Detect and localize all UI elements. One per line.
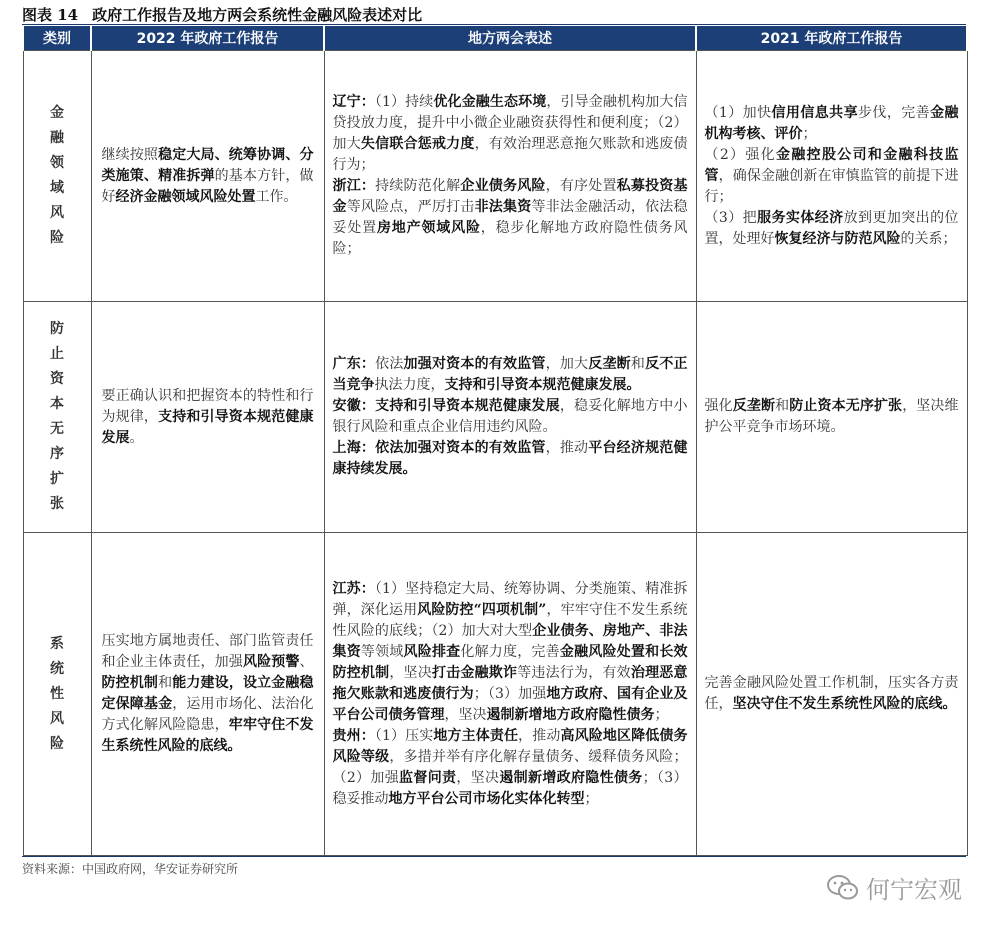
body-text: ，坚决维护公平竞争市场环境。	[704, 398, 959, 435]
paragraph	[333, 92, 688, 176]
body-text: ，坚决	[444, 706, 487, 723]
category-cell	[23, 302, 91, 533]
body-text: ，有效治理恶意拖欠账款和逃废债行为；	[332, 136, 688, 173]
local-text	[325, 90, 696, 262]
watermark-text: 何宁宏观	[866, 876, 962, 904]
emphasis-text: 经济金融领域风险处置	[115, 188, 256, 205]
wechat-icon	[826, 874, 860, 902]
gov2022-text	[92, 143, 324, 210]
body-text: 化解力度，完善	[460, 643, 560, 660]
body-text: ；（3）加强	[473, 685, 547, 702]
emphasis-text: 辽宁：	[332, 94, 375, 110]
emphasis-text: 恢复经济与防范风险	[774, 230, 901, 247]
figure-title-text: 政府工作报告及地方两会系统性金融风险表述对比	[92, 6, 423, 24]
emphasis-text: 反垄断	[732, 398, 776, 414]
gov2021-text	[697, 394, 967, 440]
paragraph	[705, 396, 959, 438]
paragraph	[333, 396, 688, 438]
emphasis-text: 防止资本无序扩张	[789, 398, 903, 414]
gov2022-text	[92, 384, 324, 451]
emphasis-text: 浙江：	[332, 178, 376, 194]
body-text: 和	[775, 398, 790, 414]
emphasis-text: 治理恶意拖欠账款和逃废债行为	[332, 664, 688, 702]
body-text: ，确保金融创新在审慎监管的前提下进行；	[704, 167, 959, 205]
header-local: 地方两会表述	[324, 26, 696, 51]
emphasis-text: 企业债务、房地产、非法集资	[332, 622, 688, 660]
emphasis-text: 地方政府、国有企业及平台公司债务管理	[332, 685, 688, 723]
emphasis-text: 加强对资本的有效监管	[403, 356, 546, 372]
body-text: ，引导金融机构加大信贷投放力度，提升中小微企业融资获得性和便利度；（2）加大	[332, 94, 688, 152]
source-note: 资料来源：中国政府网，华安证券研究所	[22, 862, 239, 876]
paragraph	[705, 103, 959, 145]
emphasis-text: 金融风险处置和长效防控机制	[332, 643, 688, 681]
body-text: （3）把	[704, 209, 758, 226]
local-text	[325, 577, 696, 812]
table-row	[23, 533, 967, 856]
category-cell	[23, 533, 91, 856]
body-text: 放到更加突出的位置，处理好	[704, 209, 959, 247]
body-text: 压实地方属地责任、部门监管责任和企业主体责任，加强	[101, 633, 314, 670]
table-row	[23, 302, 967, 533]
emphasis-text: 上海：	[332, 440, 376, 456]
emphasis-text: 高风险地区降低债务风险等级	[332, 727, 688, 765]
watermark	[826, 870, 962, 905]
body-text: 。	[129, 429, 144, 446]
body-text: （2）强化	[704, 146, 776, 163]
emphasis-text: 服务实体经济	[757, 209, 844, 226]
body-text: ，坚决	[389, 664, 432, 681]
emphasis-text: 遏制新增政府隐性债务	[499, 769, 643, 786]
gov2022-text	[92, 629, 324, 759]
header-gov-2021: 2021 年政府工作报告	[696, 26, 967, 51]
emphasis-text: 房地产领域风险	[376, 220, 481, 236]
emphasis-text: ，设立金融稳定保障基金	[101, 675, 314, 712]
emphasis-text: 信用信息共享	[771, 104, 858, 121]
category-cell	[23, 51, 91, 302]
emphasis-text: 支持和引导资本规范健康发展。	[444, 377, 641, 393]
top-rule	[22, 24, 966, 25]
body-text: ，加大	[545, 356, 589, 372]
body-text: 和	[158, 675, 173, 691]
emphasis-text: 安徽：	[332, 398, 376, 414]
local-text	[325, 352, 696, 482]
bottom-rule	[22, 856, 966, 857]
emphasis-text: 监督问责	[399, 769, 457, 786]
emphasis-text: 能力建设	[172, 675, 229, 691]
emphasis-text: 优化金融生态环境	[433, 94, 547, 110]
category-label: 系统性风险	[50, 635, 64, 752]
body-text: 的关系；	[900, 230, 957, 247]
body-text: 继续按照	[101, 146, 159, 163]
body-text: ，有序处置	[545, 178, 617, 194]
gov2022-cell	[91, 533, 324, 856]
category-label: 防止资本无序扩张	[50, 321, 64, 512]
body-text: 、	[299, 654, 314, 670]
body-text: ；	[654, 706, 669, 723]
local-cell	[324, 302, 696, 533]
figure-title	[22, 4, 422, 25]
paragraph	[333, 579, 688, 726]
body-text: 等风险点，严厉打击	[346, 199, 475, 215]
header-row	[23, 26, 967, 51]
gov2021-text	[697, 671, 967, 717]
emphasis-text: 坚决守住不发生系统性风险的底线。	[732, 696, 957, 712]
emphasis-text: 企业债务风险	[460, 178, 546, 194]
body-text: 完善金融风险处置工作机制，压实各方责任，	[704, 675, 959, 712]
gov2022-cell	[91, 302, 324, 533]
paragraph	[333, 176, 688, 260]
emphasis-text: 贵州：	[332, 727, 375, 744]
body-text: ，运用市场化、法治化方式化解风险隐患，	[101, 696, 314, 733]
body-text: （1）坚持稳定大局、统筹协调、分类施策、精准拆弹，深化运用	[332, 580, 688, 618]
body-text: 等领域	[360, 643, 404, 660]
paragraph	[705, 673, 959, 715]
gov2022-cell	[91, 51, 324, 302]
local-cell	[324, 533, 696, 856]
emphasis-text: 平台经济规范健康持续发展。	[332, 440, 688, 477]
header-gov-2022: 2022 年政府工作报告	[91, 26, 324, 51]
body-text: ，稳步化解地方政府隐性债务风险；	[332, 220, 688, 257]
body-text: （1）加快	[704, 104, 772, 121]
emphasis-text: 依法加强对资本的有效监管	[375, 440, 546, 456]
emphasis-text: 地方平台公司市场化实体化转型	[388, 790, 585, 807]
body-text: ，多措并举有序化解存量债务、缓释债务风险；（2）加强	[332, 748, 688, 786]
emphasis-text: 非法集资	[474, 199, 532, 215]
emphasis-text: 风险预警	[242, 654, 300, 670]
body-text: ；	[584, 790, 599, 807]
body-text: ，坚决	[456, 769, 500, 786]
body-text: 等非法金融活动，依法稳妥处置	[332, 199, 688, 236]
emphasis-text: 金融机构考核、评价	[704, 104, 959, 142]
emphasis-text: 金融控股公司和金融科技监管	[704, 146, 959, 184]
emphasis-text: 稳定大局、统筹协调、分类施策、精准拆弹	[101, 146, 314, 184]
body-text: 要正确认识和把握资本的特性和行为规律，	[101, 387, 314, 425]
gov2021-cell	[696, 51, 967, 302]
gov2021-cell	[696, 302, 967, 533]
emphasis-text: 反不正当竞争	[332, 356, 688, 393]
figure-number: 图表 14	[22, 6, 79, 24]
body-text: 等违法行为，有效	[517, 664, 631, 681]
body-text: ，推动	[545, 440, 589, 456]
emphasis-text: 失信联合惩戒力度	[360, 136, 475, 152]
body-text: 强化	[704, 398, 733, 414]
paragraph	[705, 208, 959, 250]
gov2021-text	[697, 101, 967, 252]
paragraph	[333, 438, 688, 480]
body-text: 依法	[375, 356, 404, 372]
emphasis-text: 广东：	[332, 356, 376, 372]
emphasis-text: 打击金融欺诈	[431, 664, 518, 681]
body-text: ，稳妥化解地方中小银行风险和重点企业信用违约风险。	[332, 398, 688, 435]
emphasis-text: 支持和引导资本规范健康发展	[375, 398, 560, 414]
body-text: ；	[802, 125, 817, 142]
local-cell	[324, 51, 696, 302]
comparison-table	[22, 26, 968, 856]
body-text: ，牢牢守住不发生系统性风险的底线；（2）加大对大型	[332, 601, 688, 639]
body-text: 步伐，完善	[858, 104, 931, 121]
body-text: ；（3）稳妥推动	[332, 769, 688, 807]
table-row	[23, 51, 967, 302]
body-text: 的基本方针，做好	[101, 167, 314, 205]
emphasis-text: 地方主体责任	[433, 727, 519, 744]
paragraph	[333, 354, 688, 396]
emphasis-text: 反垄断	[588, 356, 631, 372]
body-text: 和	[630, 356, 646, 372]
emphasis-text: 风险排查	[403, 643, 461, 660]
emphasis-text: 遏制新增地方政府隐性债务	[486, 706, 655, 723]
emphasis-text: 防控机制	[101, 675, 159, 691]
body-text: ，推动	[518, 727, 561, 744]
paragraph	[705, 145, 959, 208]
gov2021-cell	[696, 533, 967, 856]
emphasis-text: 江苏：	[332, 580, 375, 597]
body-text: 持续防范化解	[375, 178, 461, 194]
emphasis-text: 支持和引导资本规范健康发展	[101, 408, 314, 446]
category-label: 金融领域风险	[50, 105, 64, 246]
body-text: 执法力度，	[374, 377, 445, 393]
paragraph	[333, 726, 688, 810]
body-text: （1）持续	[374, 94, 434, 110]
body-text: （1）压实	[374, 727, 434, 744]
emphasis-text: 风险防控“四项机制”	[417, 601, 547, 618]
header-category: 类别	[23, 26, 91, 51]
body-text: 工作。	[255, 188, 298, 205]
emphasis-text: 私募投资基金	[332, 178, 688, 215]
emphasis-text: 牢牢守住不发生系统性风险的底线。	[101, 717, 314, 754]
